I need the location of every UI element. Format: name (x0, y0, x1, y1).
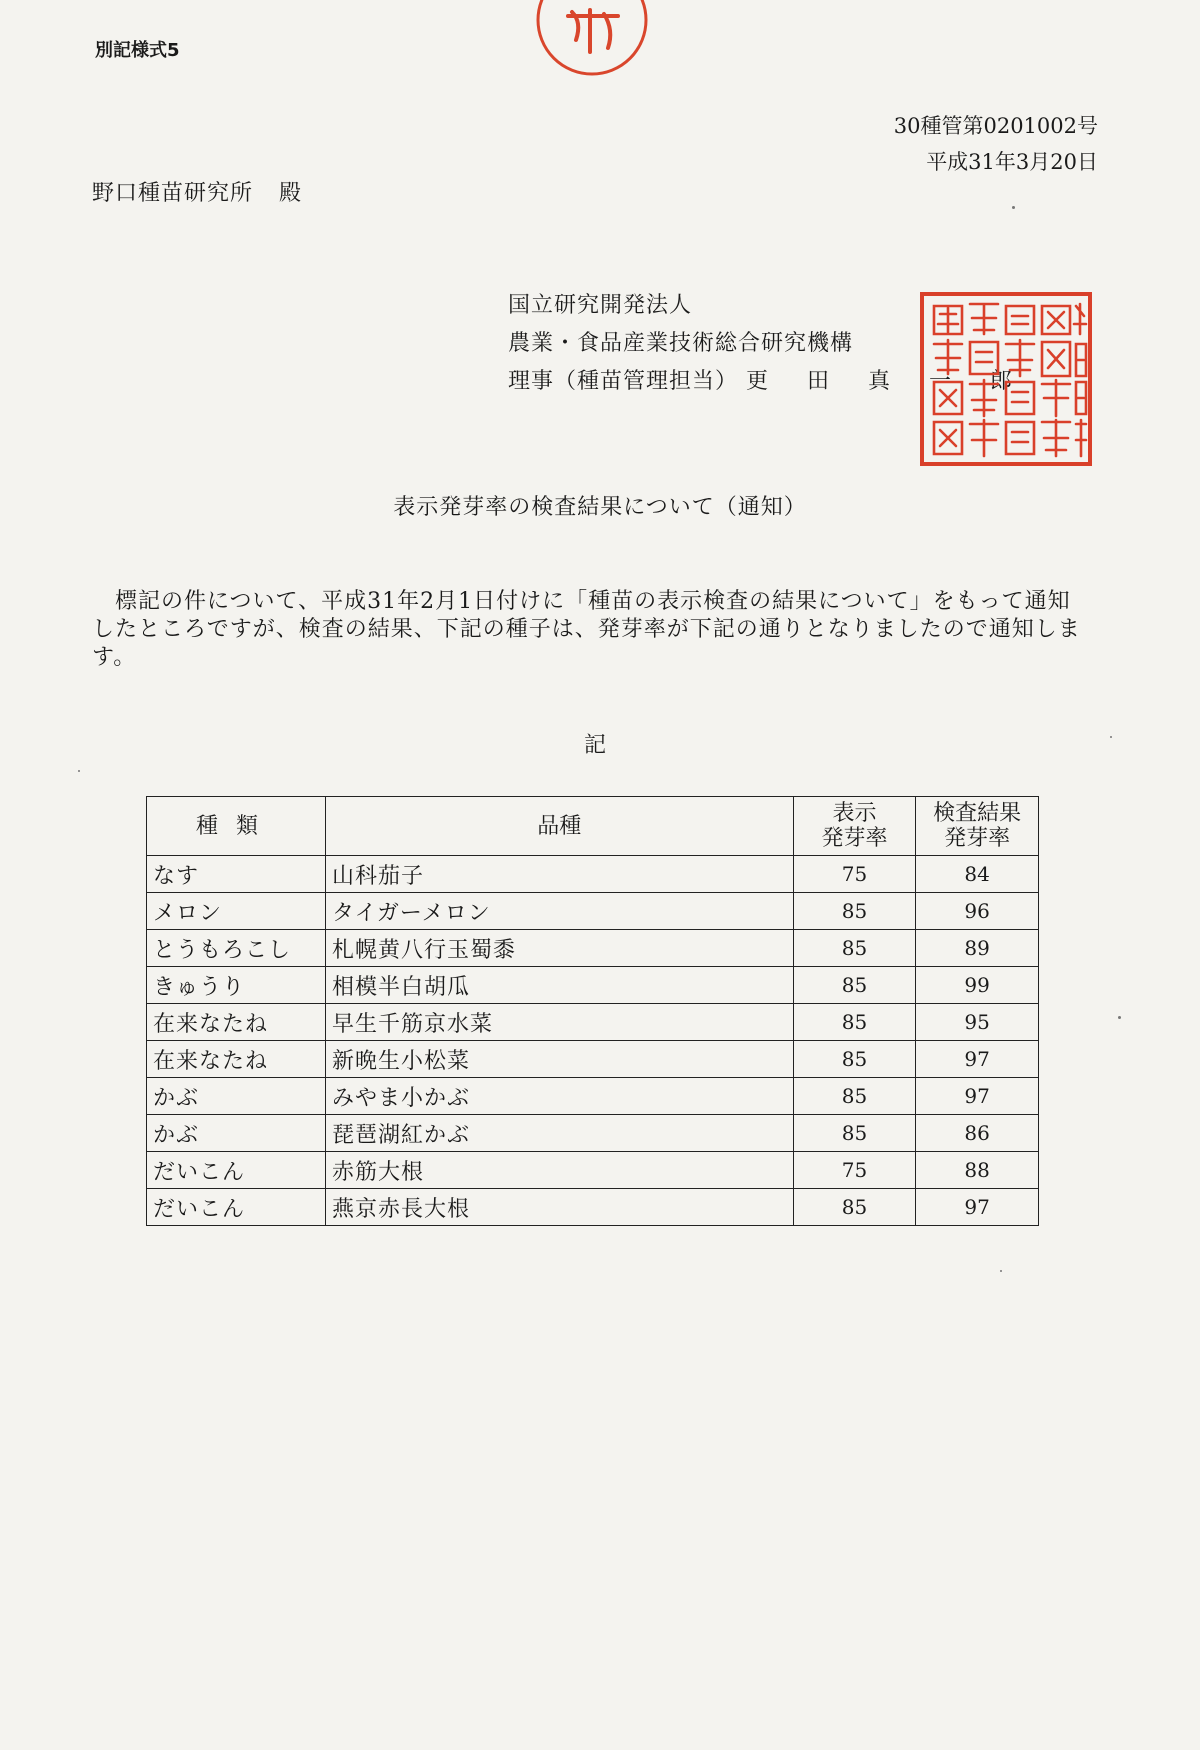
cell-variety: 燕京赤長大根 (326, 1189, 794, 1226)
table-row (147, 1189, 1039, 1226)
cell-result-rate: 97 (916, 1078, 1039, 1115)
cell-kind: 在来なたね (147, 1004, 326, 1041)
cell-display-rate: 85 (793, 893, 916, 930)
top-seal-stamp (532, 0, 652, 80)
document-date: 平成31年3月20日 (926, 150, 1098, 174)
addressee-name: 野口種苗研究所 (92, 181, 254, 206)
notice-subject: 表示発芽率の検査結果について（通知） (393, 495, 807, 520)
table-row (147, 1115, 1039, 1152)
notice-body: 標記の件について、平成31年2月1日付けに「種苗の表示検査の結果について」をもって通知したところですが、検査の結果、下記の種子は、発芽率が下記の通りとなりましたので通知します。 (92, 589, 1081, 670)
scan-speck (1012, 206, 1015, 209)
cell-variety: 琵琶湖紅かぶ (326, 1115, 794, 1152)
table-row (147, 1152, 1039, 1189)
cell-result-rate: 99 (916, 967, 1039, 1004)
header-kind: 種類 (147, 797, 326, 856)
cell-display-rate: 85 (793, 1041, 916, 1078)
cell-display-rate: 85 (793, 1189, 916, 1226)
cell-result-rate: 95 (916, 1004, 1039, 1041)
cell-result-rate: 97 (916, 1189, 1039, 1226)
cell-result-rate: 86 (916, 1115, 1039, 1152)
cell-display-rate: 85 (793, 967, 916, 1004)
cell-variety: 赤筋大根 (326, 1152, 794, 1189)
header-display-rate: 表示 発芽率 (793, 797, 916, 856)
cell-variety: タイガーメロン (326, 893, 794, 930)
cell-display-rate: 85 (793, 1115, 916, 1152)
cell-display-rate: 85 (793, 930, 916, 967)
cell-result-rate: 88 (916, 1152, 1039, 1189)
cell-variety: 山科茄子 (326, 856, 794, 893)
cell-kind: なす (147, 856, 326, 893)
official-seal-stamp (918, 290, 1094, 468)
cell-display-rate: 75 (793, 856, 916, 893)
cell-kind: かぶ (147, 1078, 326, 1115)
cell-variety: 相模半白胡瓜 (326, 967, 794, 1004)
document-number: 30種管第0201002号 (893, 114, 1098, 138)
cell-variety: 新晩生小松菜 (326, 1041, 794, 1078)
cell-kind: かぶ (147, 1115, 326, 1152)
table-row (147, 930, 1039, 967)
germination-result-table (146, 796, 1039, 1226)
cell-result-rate: 97 (916, 1041, 1039, 1078)
cell-display-rate: 85 (793, 1004, 916, 1041)
table-row (147, 1041, 1039, 1078)
addressee-honorific: 殿 (279, 181, 303, 206)
table-row (147, 1078, 1039, 1115)
addressee (92, 176, 302, 207)
cell-kind: メロン (147, 893, 326, 930)
cell-kind: だいこん (147, 1152, 326, 1189)
header-result-rate: 検査結果 発芽率 (916, 797, 1039, 856)
cell-variety: みやま小かぶ (326, 1078, 794, 1115)
scan-speck (78, 770, 80, 772)
header-variety: 品種 (326, 797, 794, 856)
cell-result-rate: 96 (916, 893, 1039, 930)
table-row (147, 1004, 1039, 1041)
sender-title: 理事（種苗管理担当） (508, 369, 739, 394)
table-row (147, 893, 1039, 930)
cell-variety: 早生千筋京水菜 (326, 1004, 794, 1041)
form-label: 別記様式5 (95, 40, 180, 61)
cell-kind: きゅうり (147, 967, 326, 1004)
table-row (147, 856, 1039, 893)
ki-heading: 記 (583, 733, 606, 758)
table-header-row (147, 797, 1039, 856)
cell-kind: だいこん (147, 1189, 326, 1226)
scan-speck (1118, 1016, 1121, 1019)
sender-organization-type: 国立研究開発法人 (508, 293, 693, 318)
scan-speck (1110, 736, 1112, 738)
cell-kind: 在来なたね (147, 1041, 326, 1078)
sender-name: 更 田 真 一 郎 (746, 369, 1028, 394)
table-row (147, 967, 1039, 1004)
cell-display-rate: 75 (793, 1152, 916, 1189)
cell-result-rate: 84 (916, 856, 1039, 893)
scan-speck (1000, 1270, 1002, 1272)
sender-organization-name: 農業・食品産業技術総合研究機構 (508, 331, 854, 356)
cell-kind: とうもろこし (147, 930, 326, 967)
cell-variety: 札幌黄八行玉蜀黍 (326, 930, 794, 967)
cell-result-rate: 89 (916, 930, 1039, 967)
cell-display-rate: 85 (793, 1078, 916, 1115)
